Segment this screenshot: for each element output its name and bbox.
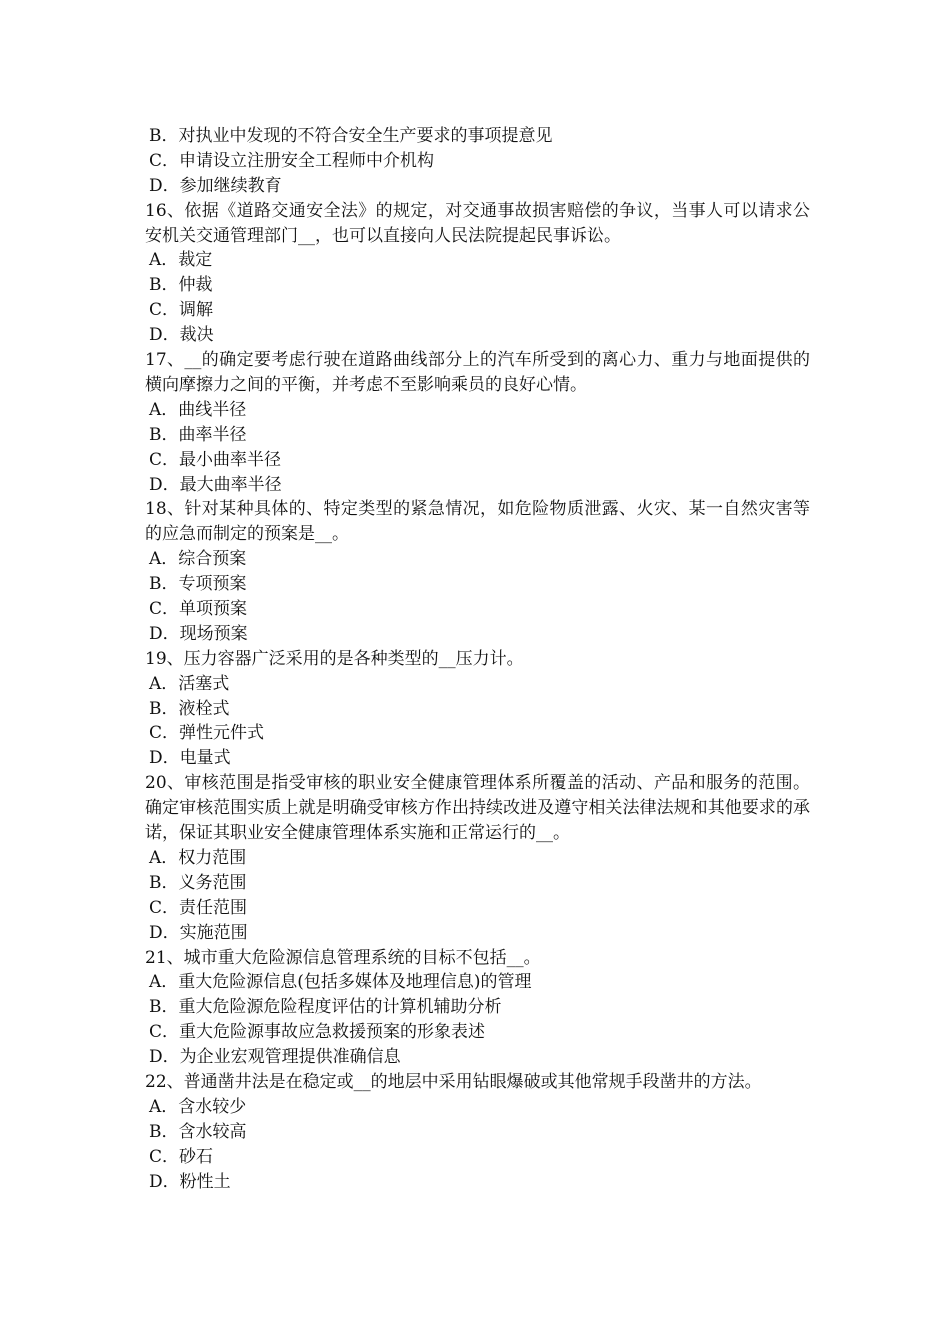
option-b: B．仲裁 bbox=[149, 275, 213, 296]
option-a: A．含水较少 bbox=[149, 1096, 247, 1117]
option-c: C．最小曲率半径 bbox=[149, 449, 282, 470]
option-a: A．曲线半径 bbox=[149, 399, 247, 420]
option-c: C．重大危险源事故应急救援预案的形象表述 bbox=[149, 1022, 486, 1043]
option-d: D．裁决 bbox=[149, 325, 214, 346]
option-a: A．裁定 bbox=[149, 250, 213, 271]
option-d: D．粉性土 bbox=[149, 1171, 231, 1192]
option-b: B．专项预案 bbox=[149, 574, 247, 595]
question-stem: 18、针对某种具体的、特定类型的紧急情况，如危险物质泄露、火灾、某一自然灾害等的应急而制定的预案是__。 bbox=[145, 499, 810, 545]
question-stem: 16、依据《道路交通安全法》的规定，对交通事故损害赔偿的争议，当事人可以请求公安机关交通管理部门__，也可以直接向人民法院提起民事诉讼。 bbox=[145, 200, 810, 246]
option-d: D．参加继续教育 bbox=[149, 175, 282, 196]
question-17 bbox=[145, 348, 810, 497]
option-a: A．综合预案 bbox=[149, 549, 247, 570]
document-page bbox=[145, 124, 810, 1194]
option-d: D．为企业宏观管理提供准确信息 bbox=[149, 1047, 401, 1068]
option-c: C．申请设立注册安全工程师中介机构 bbox=[149, 150, 435, 171]
option-a: A．权力范围 bbox=[149, 847, 247, 868]
question-stem: 22、普通凿井法是在稳定或__的地层中采用钻眼爆破或其他常规手段凿井的方法。 bbox=[145, 1072, 762, 1093]
question-20 bbox=[145, 771, 810, 945]
option-b: B．液栓式 bbox=[149, 698, 230, 719]
option-d: D．现场预案 bbox=[149, 623, 248, 644]
option-c: C．调解 bbox=[149, 300, 214, 321]
question-22 bbox=[145, 1070, 810, 1194]
option-b: B．曲率半径 bbox=[149, 424, 247, 445]
option-b: B．对执业中发现的不符合安全生产要求的事项提意见 bbox=[149, 126, 553, 146]
option-b: B．义务范围 bbox=[149, 872, 247, 893]
option-c: C．弹性元件式 bbox=[149, 723, 265, 744]
question-19 bbox=[145, 647, 810, 771]
question-stem: 19、压力容器广泛采用的是各种类型的__压力计。 bbox=[145, 648, 524, 669]
option-d: D．最大曲率半径 bbox=[149, 474, 282, 495]
question-stem: 20、审核范围是指受审核的职业安全健康管理体系所覆盖的活动、产品和服务的范围。确定审核范围实质上就是明确受审核方作出持续改进及遵守相关法律法规和其他要求的承诺，保证其职业安全健康管理体系实施和正常运行的__。 bbox=[145, 773, 810, 844]
option-b: B．重大危险源危险程度评估的计算机辅助分析 bbox=[149, 997, 502, 1018]
question-21 bbox=[145, 946, 810, 1070]
option-d: D．实施范围 bbox=[149, 922, 248, 943]
question-16 bbox=[145, 199, 810, 348]
question-stem: 21、城市重大危险源信息管理系统的目标不包括__。 bbox=[145, 947, 541, 968]
option-c: C．单项预案 bbox=[149, 599, 248, 620]
option-a: A．重大危险源信息(包括多媒体及地理信息)的管理 bbox=[149, 972, 532, 993]
option-c: C．责任范围 bbox=[149, 897, 248, 918]
option-d: D．电量式 bbox=[149, 748, 231, 769]
question-18 bbox=[145, 497, 810, 646]
question-stem: 17、__的确定要考虑行驶在道路曲线部分上的汽车所受到的离心力、重力与地面提供的横向摩擦力之间的平衡，并考虑不至影响乘员的良好心情。 bbox=[145, 350, 810, 395]
option-b: B．含水较高 bbox=[149, 1121, 247, 1142]
option-c: C．砂石 bbox=[149, 1146, 214, 1167]
option-a: A．活塞式 bbox=[149, 673, 230, 694]
prev-question-options bbox=[145, 124, 810, 199]
